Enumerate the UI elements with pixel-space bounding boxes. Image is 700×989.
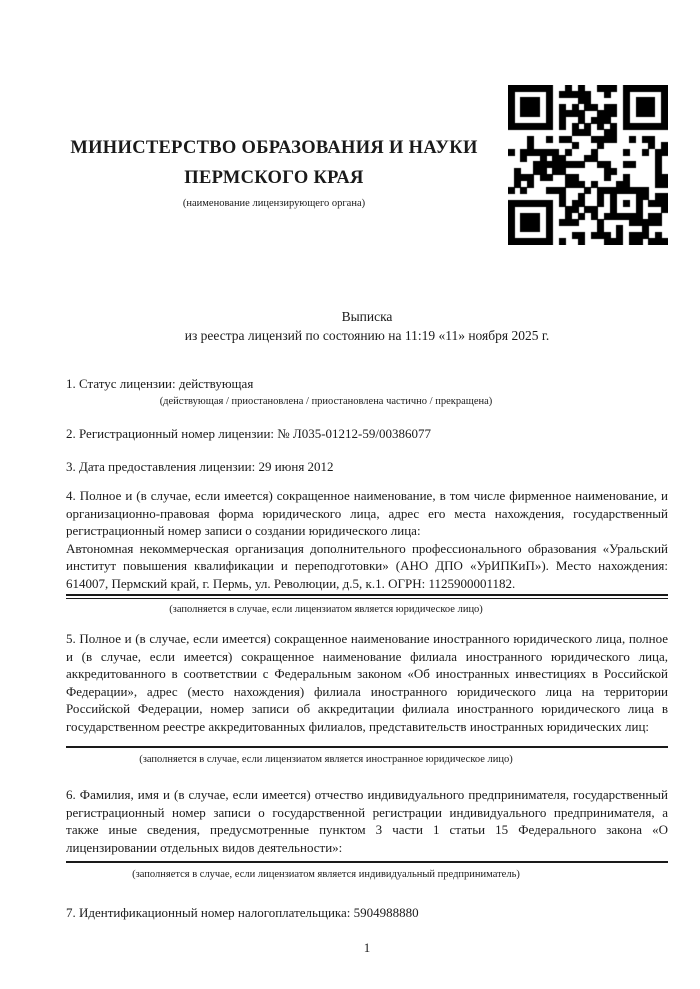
document-title	[66, 307, 668, 345]
qr-code-icon	[508, 85, 668, 245]
item-5-foreign-entity-label: 5. Полное и (в случае, если имеется) сокращенное наименование иностранного юридического лица, полное и (в случае, если имеется) сокращенное наименование филиала иностранного юридического лица, аккредитованного в соответствии с Федеральным законом «Об иностранных инвестициях в Российской Федерации», адрес (место нахождения) филиала иностранного юридического лица на территории Российской Федерации, номер записи об аккредитации филиала иностранного юридического лица в государственном реестре аккредитованных филиалов, представительств иностранных юридических лиц:	[66, 631, 668, 734]
divider-after-item-5	[66, 746, 668, 748]
page-number: 1	[363, 940, 371, 955]
divider-after-item-6	[66, 861, 668, 863]
ministry-name: МИНИСТЕРСТВО ОБРАЗОВАНИЯ И НАУКИ ПЕРМСКОГО КРАЯ	[70, 138, 478, 188]
title-line-1: Выписка	[341, 309, 393, 324]
qr-code-icon	[508, 85, 668, 245]
document-header	[66, 85, 668, 245]
item-4-legal-entity-value: Автономная некоммерческая организация дополнительного профессионального образования «Уральский институт повышения квалификации и переподготовки» (АНО ДПО «УрИПКиП»). Место нахождения: 614007, Пермский край, г. Пермь, ул. Революции, д.5, к.1. ОГРН: 1125900001182.	[66, 540, 668, 591]
item-5-fill-caption: (заполняется в случае, если лицензиатом является иностранное юридическое лицо)	[139, 754, 513, 765]
item-4-legal-entity-label: 4. Полное и (в случае, если имеется) сокращенное наименование, в том числе фирменное наименование, и организационно-правовая форма юридического лица, адрес его места нахождения, государственный регистрационный номер записи о создании юридического лица:	[66, 488, 668, 538]
divider-after-item-4	[66, 594, 668, 599]
document-content	[66, 0, 668, 956]
licensing-authority-block	[66, 133, 508, 210]
item-6-fill-caption: (заполняется в случае, если лицензиатом является индивидуальный предприниматель)	[132, 869, 520, 880]
item-1-license-status: 1. Статус лицензии: действующая	[66, 376, 254, 391]
item-6-individual-entrepreneur-label: 6. Фамилия, имя и (в случае, если имеется) отчество индивидуального предпринимателя, государственный регистрационный номер записи о государственной регистрации индивидуального предпринимателя, а также иные сведения, предусмотренные пунктом 3 части 1 статьи 15 Федерального закона «О лицензировании отдельных видов деятельности»:	[66, 787, 668, 855]
item-7-taxpayer-number: 7. Идентификационный номер налогоплательщика: 5904988880	[66, 905, 419, 920]
title-line-2: из реестра лицензий по состоянию на 11:19 «11» ноября 2025 г.	[184, 328, 550, 343]
item-4-fill-caption: (заполняется в случае, если лицензиатом является юридическое лицо)	[169, 604, 483, 615]
item-1-status-options-caption: (действующая / приостановлена / приостановлена частично / прекращена)	[159, 396, 493, 407]
item-2-registration-number: 2. Регистрационный номер лицензии: № Л035-01212-59/00386077	[66, 426, 432, 441]
item-3-grant-date: 3. Дата предоставления лицензии: 29 июня 2012	[66, 459, 334, 474]
ministry-caption: (наименование лицензирующего органа)	[182, 198, 366, 209]
